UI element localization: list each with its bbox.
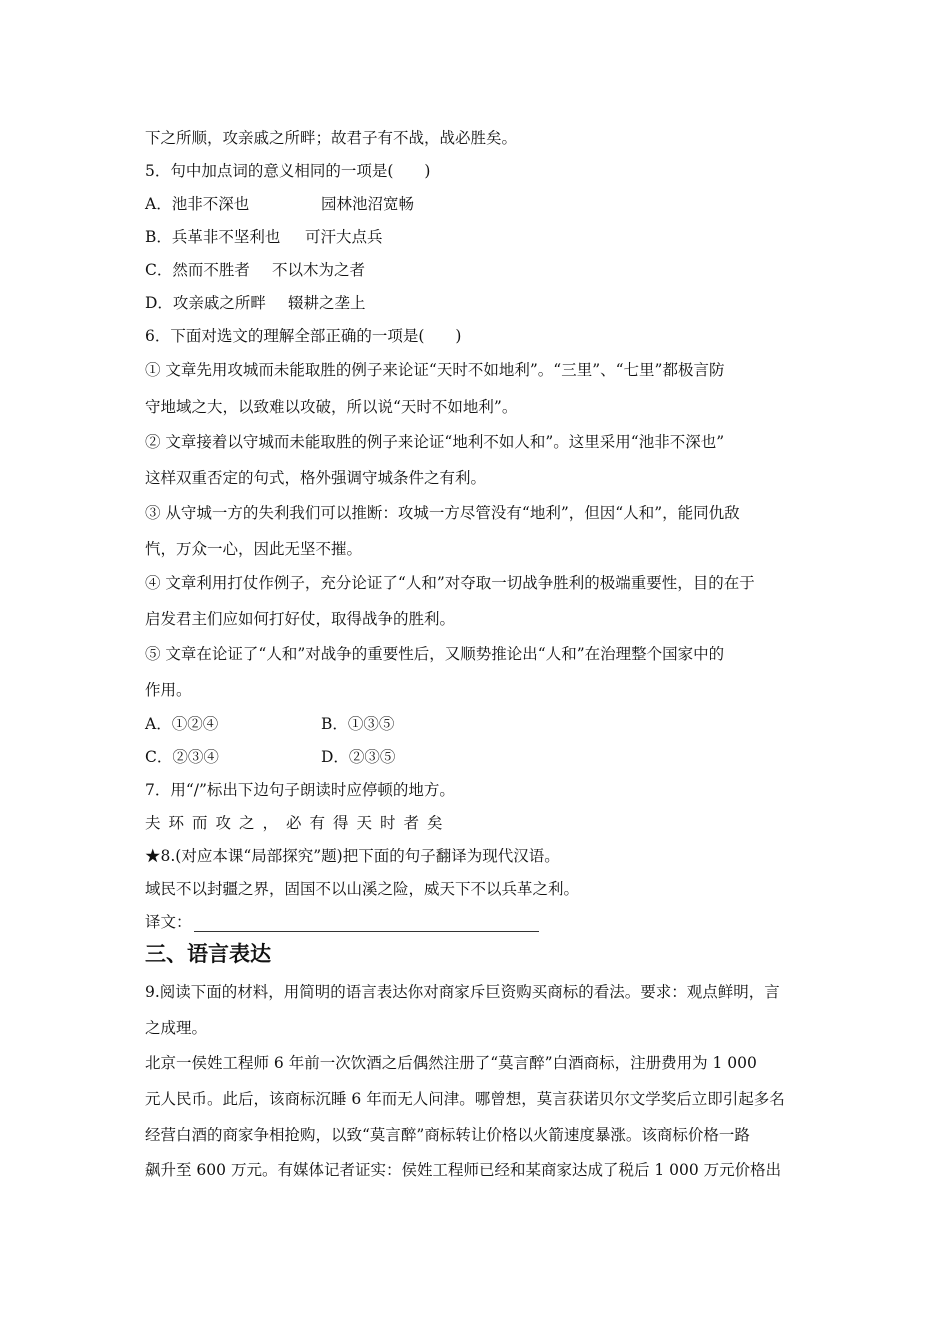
q6-option-c: C．②③④ [145,748,219,766]
q6-item-5-line-1: ⑤ 文章在论证了“人和”对战争的重要性后，又顺势推论出“人和”在治理整个国家中的 [145,645,725,663]
question-8-stem: ★8.(对应本课“局部探究”题)把下面的句子翻译为现代汉语。 [145,847,560,865]
q8-answer-line [145,912,539,932]
q5-option-a-left: A．池非不深也 [145,195,250,213]
q6-item-4-line-1: ④ 文章利用打仗作例子，充分论证了“人和”对夺取一切战争胜利的极端重要性，目的在于 [145,574,755,592]
q5-option-a-right: 园林池沼宽畅 [321,195,415,213]
q6-item-1-line-2: 守地域之大，以致难以攻破，所以说“天时不如地利”。 [145,398,518,416]
question-9-stem-line-1: 9.阅读下面的材料，用简明的语言表达你对商家斥巨资购买商标的看法。要求：观点鲜明，言 [145,983,780,1001]
q6-option-b: B．①③⑤ [321,715,395,733]
q9-material-line-4: 飙升至 600 万元。有媒体记者证实：侯姓工程师已经和某商家达成了税后 1 000 万元价格出 [145,1161,782,1179]
q5-option-c-right: 不以木为之者 [272,261,366,279]
q6-item-2-line-2: 这样双重否定的句式，格外强调守城条件之有利。 [145,469,487,487]
q6-item-2-line-1: ② 文章接着以守城而未能取胜的例子来论证“地利不如人和”。这里采用“池非不深也” [145,433,725,451]
q6-item-5-line-2: 作用。 [145,681,192,699]
question-7-stem: 7．用“/”标出下边句子朗读时应停顿的地方。 [145,781,455,799]
q9-material-line-2: 元人民币。此后，该商标沉睡 6 年而无人问津。哪曾想，莫言获诺贝尔文学奖后立即引起多名 [145,1090,785,1108]
q8-sentence: 域民不以封疆之界，固国不以山溪之险，威天下不以兵革之利。 [145,880,580,898]
q5-option-b-right: 可汗大点兵 [305,228,383,246]
q6-item-3-line-1: ③ 从守城一方的失利我们可以推断：攻城一方尽管没有“地利”，但因“人和”，能同仇敌 [145,504,740,522]
q5-option-d-right: 辍耕之垄上 [288,294,366,312]
q7-sentence: 夫环而攻之，必有得天时者矣 [145,814,451,832]
section-heading-language-expression: 三、语言表达 [145,942,271,966]
question-5-stem: 5．句中加点词的意义相同的一项是( ) [145,162,431,180]
question-9-stem-line-2: 之成理。 [145,1019,208,1037]
q8-answer-label: 译文： [145,913,192,931]
q5-option-c-left: C．然而不胜者 [145,261,250,279]
q9-material-line-3: 经营白酒的商家争相抢购，以致“莫言醉”商标转让价格以火箭速度暴涨。该商标价格一路 [145,1126,750,1144]
q6-option-a: A．①②④ [145,715,219,733]
q6-item-1-line-1: ① 文章先用攻城而未能取胜的例子来论证“天时不如地利”。“三里”、“七里”都极言防 [145,361,725,379]
q6-item-4-line-2: 启发君主们应如何打好仗，取得战争的胜利。 [145,610,456,628]
q9-material-line-1: 北京一侯姓工程师 6 年前一次饮酒之后偶然注册了“莫言醉”白酒商标，注册费用为 1 000 [145,1054,757,1072]
passage-tail: 下之所顺，攻亲戚之所畔；故君子有不战，战必胜矣。 [145,129,518,147]
q8-answer-blank[interactable] [194,915,539,932]
q5-option-d-left: D．攻亲戚之所畔 [145,294,266,312]
q5-option-b-left: B．兵革非不坚利也 [145,228,281,246]
q6-option-d: D．②③⑤ [321,748,396,766]
question-6-stem: 6．下面对选文的理解全部正确的一项是( ) [145,327,462,345]
q6-item-3-line-2: 忾，万众一心，因此无坚不摧。 [145,540,363,558]
